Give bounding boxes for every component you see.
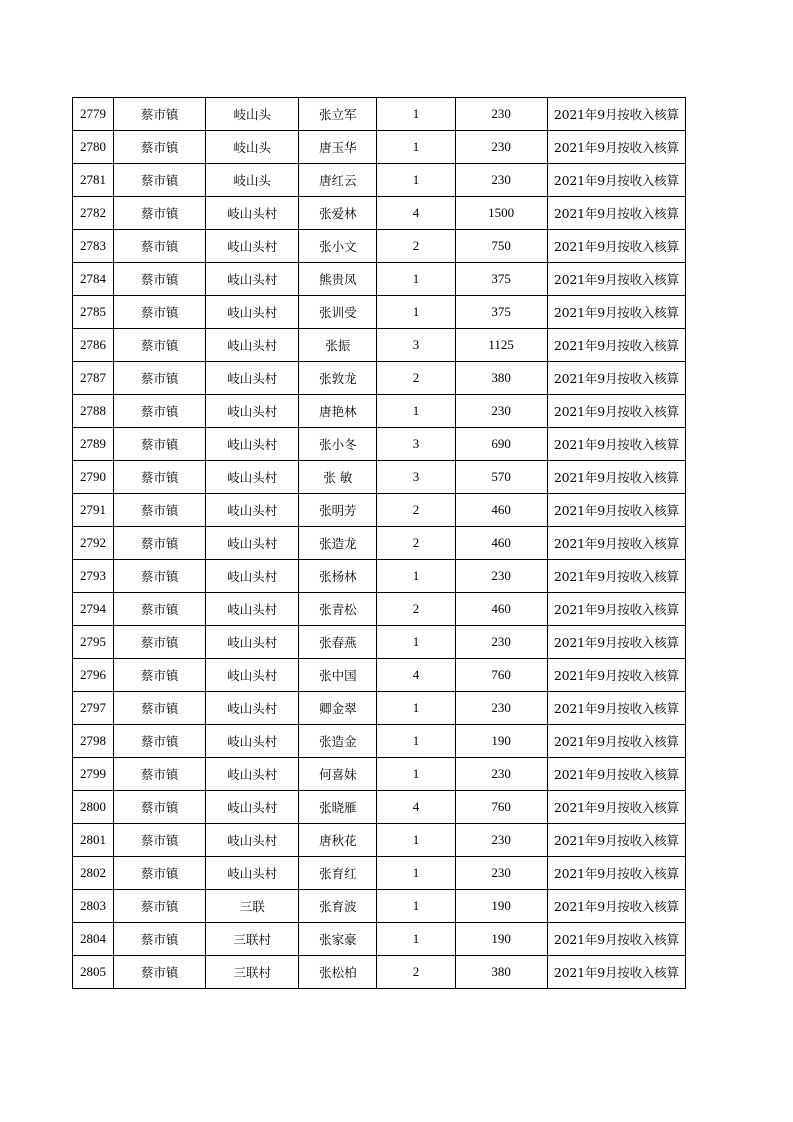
- row-number-cell: 2788: [73, 395, 114, 428]
- town-cell: 蔡市镇: [114, 758, 206, 791]
- name-cell: 何喜妹: [299, 758, 377, 791]
- note-cell: 2021年9月按收入核算: [547, 527, 685, 560]
- village-cell: 岐山头村: [206, 527, 299, 560]
- town-cell: 蔡市镇: [114, 791, 206, 824]
- name-cell: 张育红: [299, 857, 377, 890]
- town-cell: 蔡市镇: [114, 329, 206, 362]
- village-cell: 三联: [206, 890, 299, 923]
- name-cell: 唐秋花: [299, 824, 377, 857]
- village-cell: 岐山头村: [206, 626, 299, 659]
- town-cell: 蔡市镇: [114, 626, 206, 659]
- table-row: [73, 296, 686, 329]
- row-number-cell: 2783: [73, 230, 114, 263]
- note-cell: 2021年9月按收入核算: [547, 164, 685, 197]
- village-cell: 岐山头村: [206, 560, 299, 593]
- table-row: [73, 692, 686, 725]
- town-cell: 蔡市镇: [114, 956, 206, 989]
- row-number-cell: 2798: [73, 725, 114, 758]
- note-cell: 2021年9月按收入核算: [547, 263, 685, 296]
- town-cell: 蔡市镇: [114, 296, 206, 329]
- household-count-cell: 4: [377, 659, 455, 692]
- village-cell: 岐山头: [206, 164, 299, 197]
- table-row: [73, 956, 686, 989]
- table-row: [73, 263, 686, 296]
- note-cell: 2021年9月按收入核算: [547, 131, 685, 164]
- table-row: [73, 197, 686, 230]
- household-count-cell: 1: [377, 923, 455, 956]
- note-cell: 2021年9月按收入核算: [547, 428, 685, 461]
- amount-cell: 230: [455, 857, 547, 890]
- amount-cell: 1500: [455, 197, 547, 230]
- note-cell: 2021年9月按收入核算: [547, 197, 685, 230]
- village-cell: 岐山头村: [206, 692, 299, 725]
- household-count-cell: 3: [377, 428, 455, 461]
- amount-cell: 190: [455, 890, 547, 923]
- amount-cell: 230: [455, 626, 547, 659]
- household-count-cell: 4: [377, 791, 455, 824]
- row-number-cell: 2794: [73, 593, 114, 626]
- household-count-cell: 2: [377, 494, 455, 527]
- note-cell: 2021年9月按收入核算: [547, 329, 685, 362]
- row-number-cell: 2801: [73, 824, 114, 857]
- row-number-cell: 2797: [73, 692, 114, 725]
- village-cell: 岐山头村: [206, 824, 299, 857]
- amount-cell: 190: [455, 725, 547, 758]
- note-cell: 2021年9月按收入核算: [547, 593, 685, 626]
- household-count-cell: 2: [377, 362, 455, 395]
- household-count-cell: 1: [377, 164, 455, 197]
- household-count-cell: 1: [377, 626, 455, 659]
- note-cell: 2021年9月按收入核算: [547, 956, 685, 989]
- name-cell: 卿金翠: [299, 692, 377, 725]
- town-cell: 蔡市镇: [114, 692, 206, 725]
- village-cell: 岐山头村: [206, 296, 299, 329]
- household-count-cell: 4: [377, 197, 455, 230]
- amount-cell: 460: [455, 593, 547, 626]
- note-cell: 2021年9月按收入核算: [547, 362, 685, 395]
- table-row: [73, 725, 686, 758]
- household-count-cell: 1: [377, 98, 455, 131]
- village-cell: 岐山头村: [206, 758, 299, 791]
- household-count-cell: 1: [377, 725, 455, 758]
- household-count-cell: 2: [377, 593, 455, 626]
- town-cell: 蔡市镇: [114, 725, 206, 758]
- name-cell: 张敦龙: [299, 362, 377, 395]
- amount-cell: 380: [455, 956, 547, 989]
- household-count-cell: 1: [377, 560, 455, 593]
- amount-cell: 380: [455, 362, 547, 395]
- town-cell: 蔡市镇: [114, 98, 206, 131]
- row-number-cell: 2802: [73, 857, 114, 890]
- note-cell: 2021年9月按收入核算: [547, 824, 685, 857]
- amount-cell: 190: [455, 923, 547, 956]
- village-cell: 岐山头村: [206, 329, 299, 362]
- table-row: [73, 230, 686, 263]
- town-cell: 蔡市镇: [114, 923, 206, 956]
- name-cell: 张明芳: [299, 494, 377, 527]
- name-cell: 张春燕: [299, 626, 377, 659]
- village-cell: 三联村: [206, 956, 299, 989]
- amount-cell: 230: [455, 131, 547, 164]
- town-cell: 蔡市镇: [114, 527, 206, 560]
- row-number-cell: 2784: [73, 263, 114, 296]
- amount-cell: 230: [455, 824, 547, 857]
- amount-cell: 230: [455, 395, 547, 428]
- village-cell: 岐山头村: [206, 395, 299, 428]
- household-count-cell: 1: [377, 296, 455, 329]
- note-cell: 2021年9月按收入核算: [547, 725, 685, 758]
- amount-cell: 230: [455, 164, 547, 197]
- amount-cell: 375: [455, 296, 547, 329]
- row-number-cell: 2804: [73, 923, 114, 956]
- household-count-cell: 3: [377, 461, 455, 494]
- household-count-cell: 1: [377, 263, 455, 296]
- row-number-cell: 2805: [73, 956, 114, 989]
- note-cell: 2021年9月按收入核算: [547, 857, 685, 890]
- amount-cell: 1125: [455, 329, 547, 362]
- row-number-cell: 2791: [73, 494, 114, 527]
- name-cell: 张造金: [299, 725, 377, 758]
- amount-cell: 230: [455, 98, 547, 131]
- name-cell: 张爱林: [299, 197, 377, 230]
- name-cell: 张家豪: [299, 923, 377, 956]
- amount-cell: 230: [455, 692, 547, 725]
- note-cell: 2021年9月按收入核算: [547, 659, 685, 692]
- village-cell: 岐山头村: [206, 494, 299, 527]
- amount-cell: 230: [455, 560, 547, 593]
- row-number-cell: 2782: [73, 197, 114, 230]
- amount-cell: 690: [455, 428, 547, 461]
- data-table: [72, 97, 686, 989]
- table-row: [73, 428, 686, 461]
- village-cell: 岐山头村: [206, 593, 299, 626]
- row-number-cell: 2786: [73, 329, 114, 362]
- note-cell: 2021年9月按收入核算: [547, 461, 685, 494]
- row-number-cell: 2779: [73, 98, 114, 131]
- village-cell: 岐山头: [206, 131, 299, 164]
- note-cell: 2021年9月按收入核算: [547, 98, 685, 131]
- household-count-cell: 2: [377, 230, 455, 263]
- household-count-cell: 2: [377, 527, 455, 560]
- amount-cell: 760: [455, 791, 547, 824]
- household-count-cell: 2: [377, 956, 455, 989]
- amount-cell: 460: [455, 494, 547, 527]
- name-cell: 张小文: [299, 230, 377, 263]
- table-row: [73, 626, 686, 659]
- village-cell: 岐山头村: [206, 263, 299, 296]
- name-cell: 唐玉华: [299, 131, 377, 164]
- table-row: [73, 791, 686, 824]
- household-count-cell: 1: [377, 890, 455, 923]
- note-cell: 2021年9月按收入核算: [547, 230, 685, 263]
- table-row: [73, 758, 686, 791]
- village-cell: 三联村: [206, 923, 299, 956]
- row-number-cell: 2780: [73, 131, 114, 164]
- village-cell: 岐山头村: [206, 362, 299, 395]
- town-cell: 蔡市镇: [114, 890, 206, 923]
- amount-cell: 760: [455, 659, 547, 692]
- name-cell: 张 敏: [299, 461, 377, 494]
- note-cell: 2021年9月按收入核算: [547, 494, 685, 527]
- amount-cell: 460: [455, 527, 547, 560]
- town-cell: 蔡市镇: [114, 494, 206, 527]
- row-number-cell: 2796: [73, 659, 114, 692]
- household-count-cell: 1: [377, 692, 455, 725]
- name-cell: 张造龙: [299, 527, 377, 560]
- note-cell: 2021年9月按收入核算: [547, 626, 685, 659]
- note-cell: 2021年9月按收入核算: [547, 923, 685, 956]
- table-row: [73, 890, 686, 923]
- village-cell: 岐山头村: [206, 857, 299, 890]
- table-row: [73, 857, 686, 890]
- village-cell: 岐山头村: [206, 428, 299, 461]
- table-body: [73, 98, 686, 989]
- name-cell: 唐红云: [299, 164, 377, 197]
- name-cell: 张青松: [299, 593, 377, 626]
- name-cell: 熊贵凤: [299, 263, 377, 296]
- name-cell: 张立军: [299, 98, 377, 131]
- note-cell: 2021年9月按收入核算: [547, 758, 685, 791]
- row-number-cell: 2785: [73, 296, 114, 329]
- table-row: [73, 659, 686, 692]
- name-cell: 张杨林: [299, 560, 377, 593]
- town-cell: 蔡市镇: [114, 263, 206, 296]
- town-cell: 蔡市镇: [114, 659, 206, 692]
- table-row: [73, 593, 686, 626]
- household-count-cell: 1: [377, 758, 455, 791]
- table-row: [73, 164, 686, 197]
- town-cell: 蔡市镇: [114, 230, 206, 263]
- household-count-cell: 1: [377, 857, 455, 890]
- table-row: [73, 461, 686, 494]
- note-cell: 2021年9月按收入核算: [547, 296, 685, 329]
- name-cell: 张小冬: [299, 428, 377, 461]
- amount-cell: 570: [455, 461, 547, 494]
- town-cell: 蔡市镇: [114, 593, 206, 626]
- name-cell: 张训受: [299, 296, 377, 329]
- village-cell: 岐山头村: [206, 230, 299, 263]
- household-count-cell: 1: [377, 824, 455, 857]
- row-number-cell: 2795: [73, 626, 114, 659]
- note-cell: 2021年9月按收入核算: [547, 395, 685, 428]
- table-row: [73, 395, 686, 428]
- table-row: [73, 923, 686, 956]
- note-cell: 2021年9月按收入核算: [547, 692, 685, 725]
- town-cell: 蔡市镇: [114, 560, 206, 593]
- name-cell: 唐艳林: [299, 395, 377, 428]
- amount-cell: 375: [455, 263, 547, 296]
- town-cell: 蔡市镇: [114, 197, 206, 230]
- town-cell: 蔡市镇: [114, 131, 206, 164]
- amount-cell: 750: [455, 230, 547, 263]
- row-number-cell: 2790: [73, 461, 114, 494]
- table-row: [73, 494, 686, 527]
- household-count-cell: 1: [377, 395, 455, 428]
- town-cell: 蔡市镇: [114, 164, 206, 197]
- town-cell: 蔡市镇: [114, 857, 206, 890]
- table-row: [73, 131, 686, 164]
- town-cell: 蔡市镇: [114, 461, 206, 494]
- name-cell: 张振: [299, 329, 377, 362]
- name-cell: 张育波: [299, 890, 377, 923]
- note-cell: 2021年9月按收入核算: [547, 791, 685, 824]
- town-cell: 蔡市镇: [114, 428, 206, 461]
- row-number-cell: 2781: [73, 164, 114, 197]
- town-cell: 蔡市镇: [114, 824, 206, 857]
- row-number-cell: 2800: [73, 791, 114, 824]
- household-count-cell: 3: [377, 329, 455, 362]
- village-cell: 岐山头村: [206, 725, 299, 758]
- row-number-cell: 2803: [73, 890, 114, 923]
- village-cell: 岐山头: [206, 98, 299, 131]
- village-cell: 岐山头村: [206, 791, 299, 824]
- name-cell: 张晓雁: [299, 791, 377, 824]
- note-cell: 2021年9月按收入核算: [547, 560, 685, 593]
- table-row: [73, 362, 686, 395]
- amount-cell: 230: [455, 758, 547, 791]
- row-number-cell: 2792: [73, 527, 114, 560]
- village-cell: 岐山头村: [206, 659, 299, 692]
- village-cell: 岐山头村: [206, 197, 299, 230]
- town-cell: 蔡市镇: [114, 362, 206, 395]
- table-row: [73, 824, 686, 857]
- table-row: [73, 329, 686, 362]
- row-number-cell: 2793: [73, 560, 114, 593]
- household-count-cell: 1: [377, 131, 455, 164]
- table-row: [73, 527, 686, 560]
- row-number-cell: 2787: [73, 362, 114, 395]
- name-cell: 张中国: [299, 659, 377, 692]
- name-cell: 张松柏: [299, 956, 377, 989]
- table-row: [73, 98, 686, 131]
- village-cell: 岐山头村: [206, 461, 299, 494]
- table-row: [73, 560, 686, 593]
- note-cell: 2021年9月按收入核算: [547, 890, 685, 923]
- row-number-cell: 2799: [73, 758, 114, 791]
- town-cell: 蔡市镇: [114, 395, 206, 428]
- row-number-cell: 2789: [73, 428, 114, 461]
